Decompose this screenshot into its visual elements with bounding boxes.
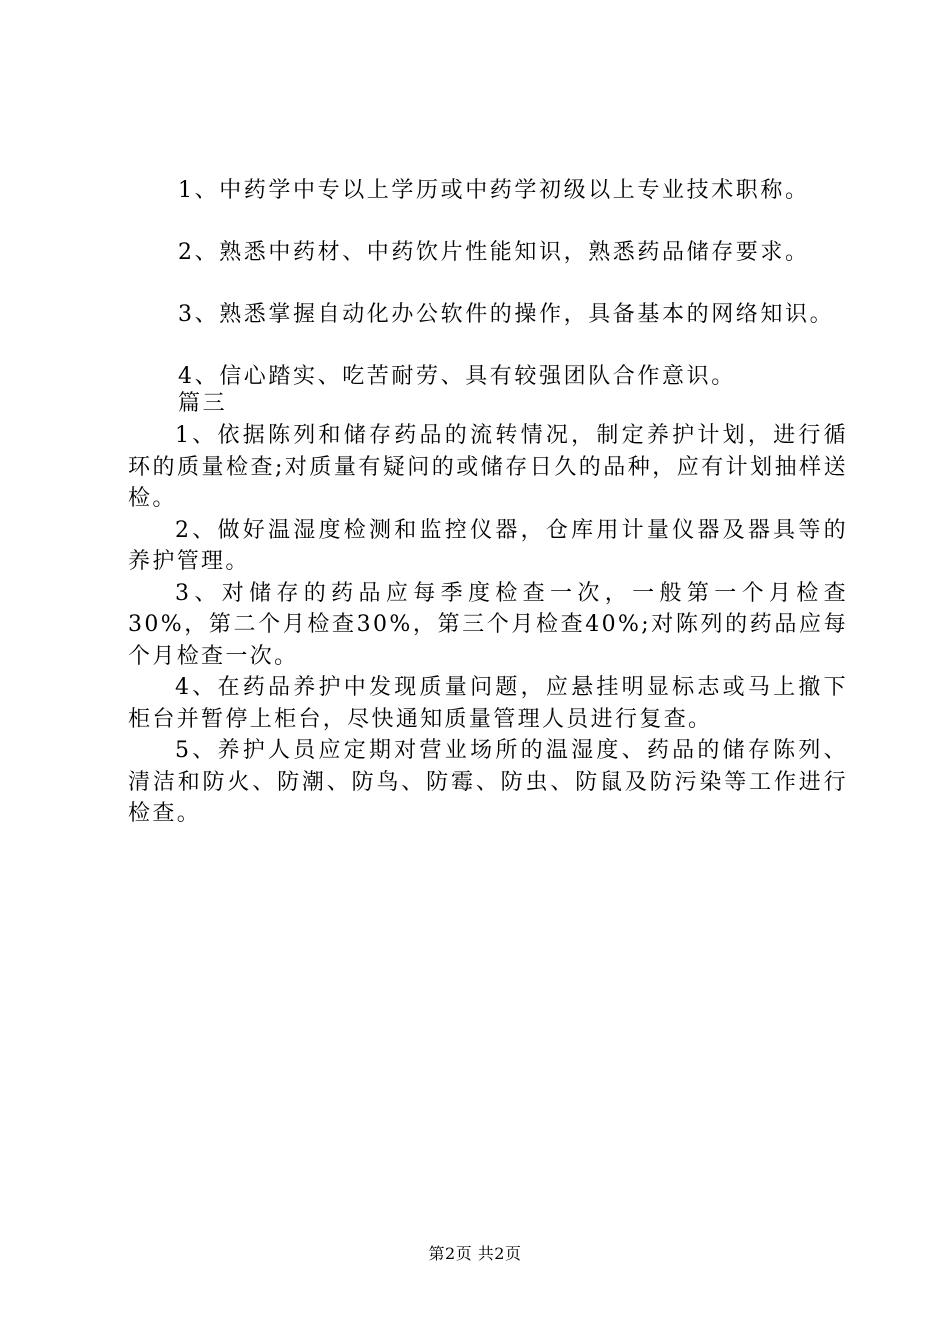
paragraph-2: 2、做好温湿度检测和监控仪器，仓库用计量仪器及器具等的养护管理。: [128, 517, 848, 574]
paragraph-1: 1、依据陈列和储存药品的流转情况，制定养护计划，进行循环的质量检查;对质量有疑问的或储存日久的品种，应有计划抽样送检。: [128, 423, 848, 511]
requirement-item-2: 2、熟悉中药材、中药饮片性能知识，熟悉药品储存要求。: [178, 240, 810, 265]
section-title: 篇三: [178, 391, 228, 416]
requirement-item-4: 4、信心踏实、吃苦耐劳、具有较强团队合作意识。: [178, 364, 736, 389]
requirement-item-1: 1、中药学中专以上学历或中药学初级以上专业技术职称。: [178, 178, 810, 203]
paragraph-3: 3、对储存的药品应每季度检查一次，一般第一个月检查30%，第二个月检查30%，第三个月检查40%;对陈列的药品应每个月检查一次。: [128, 580, 848, 669]
paragraph-4: 4、在药品养护中发现质量问题，应悬挂明显标志或马上撤下柜台并暂停上柜台，尽快通知质量管理人员进行复查。: [128, 675, 848, 732]
section-body: [128, 420, 848, 830]
page-footer: 第2页 共2页: [428, 1244, 522, 1263]
requirement-item-3: 3、熟悉掌握自动化办公软件的操作，具备基本的网络知识。: [178, 302, 835, 327]
paragraph-5: 5、养护人员应定期对营业场所的温湿度、药品的储存陈列、清洁和防火、防潮、防鸟、防霉、防虫、防鼠及防污染等工作进行检查。: [128, 738, 848, 826]
